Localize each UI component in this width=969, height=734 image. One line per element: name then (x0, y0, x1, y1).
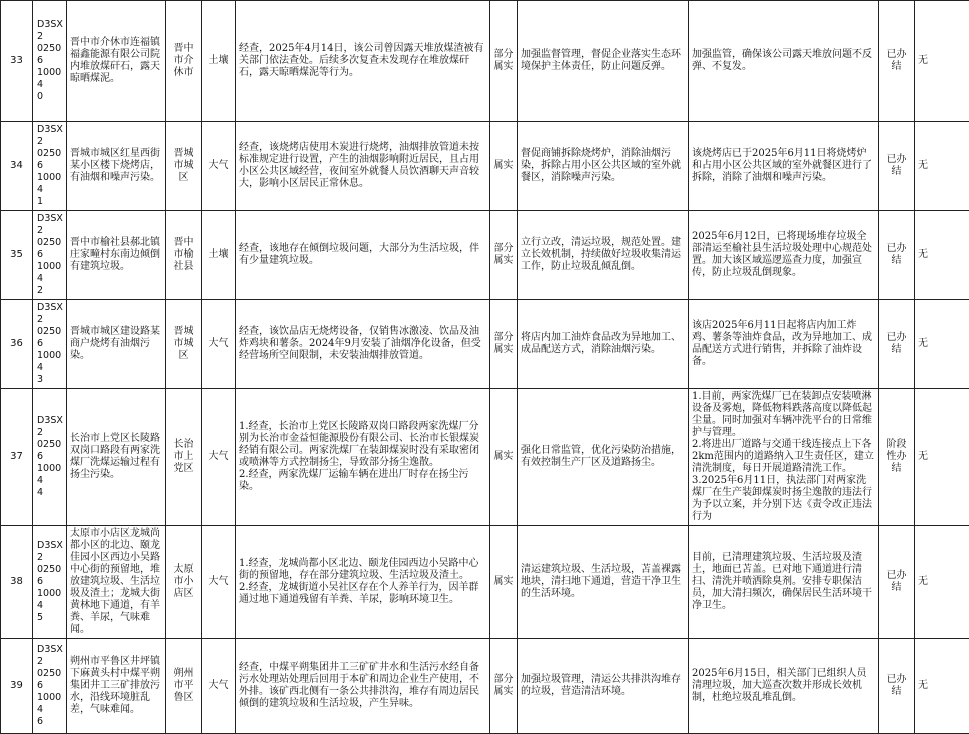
case-code: D3SX2 02506 10004 2 (33, 211, 67, 300)
investigation-result: 经查，该饮品店无烧烤设备，仅销售冰激凌、饮品及油炸鸡块和薯条。2024年9月安装了油烟净化设备，但受经营场所空间限制，未安装油烟排放管道。 (236, 300, 490, 389)
verdict: 属实 (490, 389, 518, 526)
rectification-measures: 强化日常监管，优化污染防治措施，有效控制生产厂区及道路扬尘。 (518, 389, 689, 526)
case-status: 已办结 (879, 639, 915, 734)
case-status: 已办结 (879, 300, 915, 389)
table-body (1, 1, 969, 734)
table-row (1, 639, 969, 734)
rectification-progress: 加强监管，确保该公司露天堆放问题不反弹、不复发。 (689, 1, 879, 122)
pollution-type: 大气 (202, 389, 236, 526)
row-number: 33 (1, 1, 33, 122)
row-number: 39 (1, 639, 33, 734)
table-row (1, 211, 969, 300)
rectification-measures: 加强垃圾管理，清运公共排洪沟堆存的垃圾，营造清洁环境。 (518, 639, 689, 734)
pollution-type: 土壤 (202, 1, 236, 122)
pollution-type: 土壤 (202, 211, 236, 300)
row-number: 38 (1, 526, 33, 639)
row-number: 37 (1, 389, 33, 526)
table-row (1, 389, 969, 526)
rectification-measures: 清运建筑垃圾、生活垃圾，苫盖裸露地块，清扫地下通道，营造干净卫生的生活环境。 (518, 526, 689, 639)
problem-description: 太原市小店区龙城尚都小区的北边、颐龙佳园小区西边小吴路中心街的预留地，堆放建筑垃圾、生活垃圾及渣土；龙城大街黄林地下通道，有羊粪、羊尿，气味难闻。 (67, 526, 166, 639)
table-row (1, 1, 969, 122)
administrative-area: 晋中市介休市 (166, 1, 202, 122)
case-code: D3SX2 02506 10004 5 (33, 526, 67, 639)
problem-description: 晋中市榆社县郝北镇庄家疃村东南边倾倒有建筑垃圾。 (67, 211, 166, 300)
administrative-area: 长治市上党区 (166, 389, 202, 526)
case-code: D3SX2 02506 10004 1 (33, 122, 67, 211)
table-row (1, 526, 969, 639)
case-code: D3SX2 02506 10004 3 (33, 300, 67, 389)
accountability: 无 (915, 300, 969, 389)
problem-description: 长治市上党区长陵路双岗口路段有两家洗煤厂洗煤运输过程有扬尘污染。 (67, 389, 166, 526)
administrative-area: 晋中市榆社县 (166, 211, 202, 300)
verdict: 部分属实 (490, 211, 518, 300)
rectification-progress: 该烧烤店已于2025年6月11日将烧烤炉和占用小区公共区域的室外就餐区进行了拆除，消除了油烟和噪声污染。 (689, 122, 879, 211)
row-number: 34 (1, 122, 33, 211)
pollution-type: 大气 (202, 526, 236, 639)
case-code: D3SX2 02506 10004 6 (33, 639, 67, 734)
pollution-type: 大气 (202, 300, 236, 389)
accountability: 无 (915, 1, 969, 122)
pollution-type: 大气 (202, 122, 236, 211)
rectification-progress: 2025年6月15日，相关部门已组织人员清理垃圾，加大巡查次数并形成长效机制，杜绝垃圾乱堆乱倒。 (689, 639, 879, 734)
rectification-progress: 目前，已清理建筑垃圾、生活垃圾及渣土，地面已苫盖。已对地下通道进行清扫、清洗并喷洒除臭剂。安排专职保洁员，加大清扫频次，确保居民生活环境干净卫生。 (689, 526, 879, 639)
rectification-progress: 1.目前，两家洗煤厂已在装卸点安装喷淋设备及雾炮，降低物料跌落高度以降低起尘量。同时加强对车辆冲洗平台的日常维护与管理。 2.将进出厂道路与交通干线连接点上下各2km范围内的道路纳入卫生责任区，建立清洗制度，每日开展道路清洗工作。 3.2025年6月11日，执法部门对两家洗煤厂在生产装卸煤炭时扬尘逸散的违法行为予以立案，并分别下达《责令改正违法行为 (689, 389, 879, 526)
rectification-progress: 该店2025年6月11日起将店内加工炸鸡、薯条等油炸食品，改为异地加工、成品配送方式进行销售，并拆除了油炸设备。 (689, 300, 879, 389)
case-code: D3SX2 02506 10004 4 (33, 389, 67, 526)
accountability: 无 (915, 389, 969, 526)
case-status: 已办结 (879, 1, 915, 122)
pollution-type: 大气 (202, 639, 236, 734)
administrative-area: 朔州市平鲁区 (166, 639, 202, 734)
case-status: 阶段性办结 (879, 389, 915, 526)
administrative-area: 太原市小店区 (166, 526, 202, 639)
investigation-result: 经查，2025年4月14日，该公司曾因露天堆放煤渣被有关部门依法查处。后续多次复查未发现存在堆放煤矸石，露天晾晒煤泥等行为。 (236, 1, 490, 122)
table-row (1, 300, 969, 389)
case-status: 已办结 (879, 122, 915, 211)
problem-description: 晋城市城区红星西街某小区楼下烧烤店，有油烟和噪声污染。 (67, 122, 166, 211)
rectification-measures: 将店内加工油炸食品改为异地加工、成品配送方式，消除油烟污染。 (518, 300, 689, 389)
table-row (1, 122, 969, 211)
problem-description: 朔州市平鲁区井坪镇下麻黄头村中煤平朔集团井工三矿排放污水，沿线环境脏乱差，气味难闻。 (67, 639, 166, 734)
rectification-measures: 立行立改，清运垃圾，规范处置。建立长效机制，持续做好垃圾收集清运工作，防止垃圾乱倾乱倒。 (518, 211, 689, 300)
investigation-result: 1.经查，长治市上党区长陵路双岗口路段两家洗煤厂分别为长治市金益恒能源股份有限公司、长治市长银煤炭经销有限公司。两家洗煤厂在装卸煤炭时没有采取密闭或喷淋等方式控制扬尘，导致部分扬尘逸散。 2.经查，两家洗煤厂运输车辆在进出厂时存在扬尘污染。 (236, 389, 490, 526)
accountability: 无 (915, 526, 969, 639)
rectification-measures: 督促商铺拆除烧烤炉，消除油烟污染，拆除占用小区公共区域的室外就餐区，消除噪声污染。 (518, 122, 689, 211)
accountability: 无 (915, 639, 969, 734)
row-number: 35 (1, 211, 33, 300)
investigation-result: 经查，该地存在倾倒垃圾问题，大部分为生活垃圾，伴有少量建筑垃圾。 (236, 211, 490, 300)
accountability: 无 (915, 211, 969, 300)
verdict: 属实 (490, 526, 518, 639)
investigation-result: 经查，中煤平朔集团井工三矿矿井水和生活污水经自备污水处理站处理后回用于本矿和周边企业生产使用，不外排。该矿西北侧有一条公共排洪沟，堆存有周边居民倾倒的建筑垃圾和生活垃圾，产生异味。 (236, 639, 490, 734)
problem-description: 晋城市城区建设路某商户烧烤有油烟污染。 (67, 300, 166, 389)
case-status: 已办结 (879, 526, 915, 639)
case-status: 已办结 (879, 211, 915, 300)
problem-description: 晋中市介休市连福镇福鑫能源有限公司院内堆放煤矸石，露天晾晒煤泥。 (67, 1, 166, 122)
administrative-area: 晋城市城区 (166, 300, 202, 389)
investigation-result: 1.经查，龙城尚都小区北边、颐龙佳园西边小吴路中心街的预留地，存在部分建筑垃圾、生活垃圾及渣土。 2.经查，龙城街道小吴社区存在个人养羊行为，因羊群通过地下通道残留有羊粪、羊尿，影响环境卫生。 (236, 526, 490, 639)
verdict: 部分属实 (490, 1, 518, 122)
rectification-measures: 加强监督管理，督促企业落实生态环境保护主体责任，防止问题反弹。 (518, 1, 689, 122)
verdict: 属实 (490, 122, 518, 211)
case-code: D3SX2 02506 10004 0 (33, 1, 67, 122)
investigation-result: 经查，该烧烤店使用木炭进行烧烤，油烟排放管道未按标准规定进行设置，产生的油烟影响附近居民，且占用小区公共区域经营，夜间室外就餐人员饮酒聊天声音较大，影响小区居民正常休息。 (236, 122, 490, 211)
rectification-progress: 2025年6月12日，已将现场堆存垃圾全部清运至榆社县生活垃圾处理中心规范处置。加大该区域巡逻巡查力度，加强宣传，防止垃圾乱倒现象。 (689, 211, 879, 300)
row-number: 36 (1, 300, 33, 389)
verdict: 部分属实 (490, 639, 518, 734)
accountability: 无 (915, 122, 969, 211)
administrative-area: 晋城市城区 (166, 122, 202, 211)
verdict: 部分属实 (490, 300, 518, 389)
